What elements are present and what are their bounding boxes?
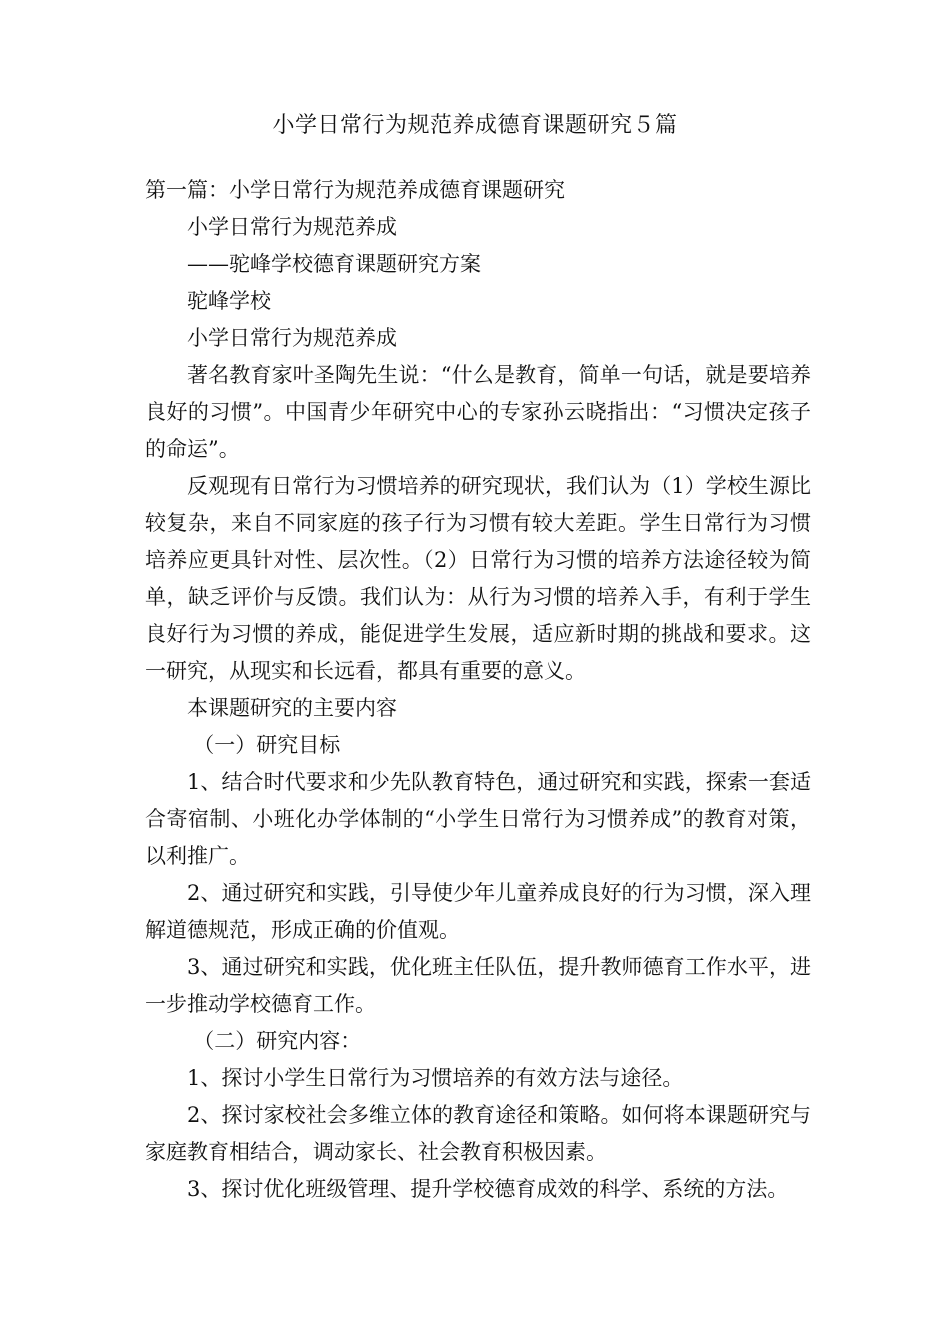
paragraph-content-2: 2、探讨家校社会多维立体的教育途径和策略。如何将本课题研究与家庭教育相结合，调动家长、社会教育积极因素。 [145,1103,811,1164]
paragraph-goals-heading: （一）研究目标 [193,733,341,757]
paragraph-content-3: 3、探讨优化班级管理、提升学校德育成效的科学、系统的方法。 [187,1177,789,1201]
paragraph-subtitle: 小学日常行为规范养成 [187,215,397,239]
paragraph-quote: 著名教育家叶圣陶先生说：“什么是教育，简单一句话，就是要培养良好的习惯”。中国青少年研究中心的专家孙云晓指出：“习惯决定孩子的命运”。 [145,363,811,461]
paragraph-content-heading: （二）研究内容： [193,1029,362,1053]
paragraph-goal-2: 2、通过研究和实践，引导使少年儿童养成良好的行为习惯，深入理解道德规范，形成正确的价值观。 [145,881,811,942]
paragraph-goal-1: 1、结合时代要求和少先队教育特色，通过研究和实践，探索一套适合寄宿制、小班化办学体制的“小学生日常行为习惯养成”的教育对策，以利推广。 [145,770,811,868]
document-title: 小学日常行为规范养成德育课题研究５篇 [272,113,678,138]
paragraph-content-1: 1、探讨小学生日常行为习惯培养的有效方法与途径。 [187,1066,684,1090]
document-body [145,172,811,1208]
paragraph-part-heading: 第一篇：小学日常行为规范养成德育课题研究 [145,178,565,202]
paragraph-section-title: 小学日常行为规范养成 [187,326,397,350]
paragraph-goal-3: 3、通过研究和实践，优化班主任队伍，提升教师德育工作水平，进一步推动学校德育工作。 [145,955,811,1016]
paragraph-research-status: 反观现有日常行为习惯培养的研究现状，我们认为（1）学校生源比较复杂，来自不同家庭的孩子行为习惯有较大差距。学生日常行为习惯培养应更具针对性、层次性。（2）日常行为习惯的培养方法途径较为简单，缺乏评价与反馈。我们认为：从行为习惯的培养入手，有利于学生良好行为习惯的养成，能促进学生发展，适应新时期的挑战和要求。这一研究，从现实和长远看，都具有重要的意义。 [145,474,811,683]
paragraph-plan-title: ——驼峰学校德育课题研究方案 [187,252,481,276]
paragraph-school-name: 驼峰学校 [187,289,271,313]
paragraph-main-content-heading: 本课题研究的主要内容 [187,696,397,720]
